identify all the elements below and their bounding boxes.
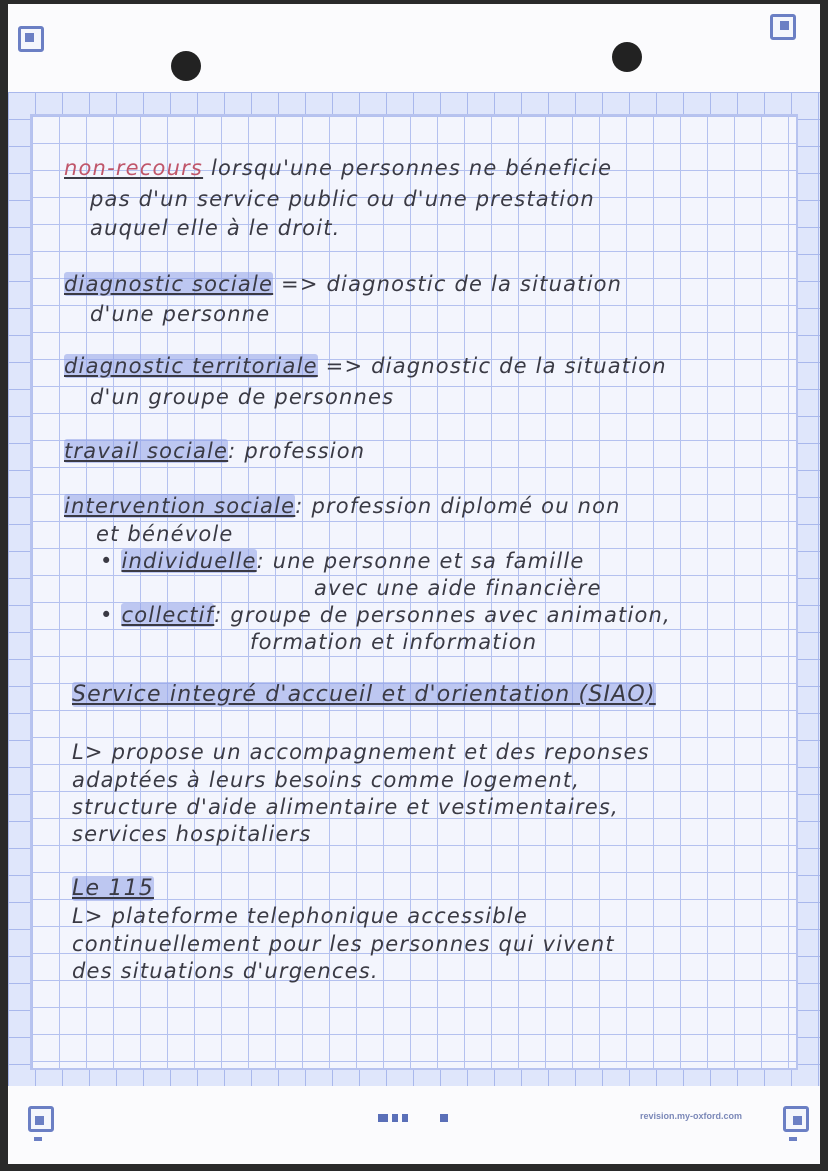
- bullet-icon: •: [100, 603, 114, 627]
- term-individuelle: individuelle: [121, 549, 257, 573]
- text-line: structure d'aide alimentaire et vestimentaires,: [72, 795, 619, 819]
- watermark-text: revision.my-oxford.com: [640, 1111, 743, 1121]
- term-non-recours: non-recours: [64, 156, 204, 180]
- text-line: des situations d'urgences.: [72, 959, 379, 983]
- text-line: services hospitaliers: [72, 822, 312, 846]
- text-line: adaptées à leurs besoins comme logement,: [72, 768, 581, 792]
- text-line: et bénévole: [96, 522, 234, 546]
- punch-hole-right: [612, 42, 642, 72]
- term-collectif: collectif: [121, 603, 215, 627]
- corner-marker-bottom-left: [28, 1106, 54, 1132]
- text-line: d'un groupe de personnes: [90, 385, 395, 409]
- text-line: d'une personne: [90, 302, 271, 326]
- definition-diagnostic-territoriale: diagnostic territoriale => diagnostic de la situation: [64, 354, 667, 378]
- corner-marker-top-right: [770, 14, 796, 40]
- definition-travail-sociale: travail sociale: profession: [64, 439, 366, 463]
- corner-marker-top-left: [18, 26, 44, 52]
- notebook-page: [8, 4, 820, 1164]
- page-mark: [440, 1114, 448, 1122]
- definition-non-recours: non-recours lorsqu'une personnes ne béneficie: [64, 156, 613, 180]
- dash-mark: [789, 1137, 797, 1141]
- bullet-individuelle: • individuelle: une personne et sa famille: [100, 549, 585, 573]
- term-travail-sociale: travail sociale: [64, 439, 229, 463]
- term-intervention-sociale: intervention sociale: [64, 494, 296, 518]
- heading-le-115: Le 115: [72, 876, 154, 901]
- bullet-icon: •: [100, 549, 114, 573]
- page-mark: [392, 1114, 398, 1122]
- text-line: L> propose un accompagnement et des reponses: [72, 740, 650, 764]
- definition-intervention-sociale: intervention sociale: profession diplomé ou non: [64, 494, 621, 518]
- definition-diagnostic-sociale: diagnostic sociale => diagnostic de la situation: [64, 272, 623, 296]
- text-line: formation et information: [250, 630, 538, 654]
- text-line: avec une aide financière: [314, 576, 602, 600]
- corner-marker-bottom-right: [783, 1106, 809, 1132]
- term-diagnostic-sociale: diagnostic sociale: [64, 272, 274, 296]
- term-diagnostic-territoriale: diagnostic territoriale: [64, 354, 318, 378]
- heading-siao: Service integré d'accueil et d'orientation (SIAO): [72, 682, 656, 707]
- bullet-collectif: • collectif: groupe de personnes avec animation,: [100, 603, 671, 627]
- page-mark: [378, 1114, 388, 1122]
- text-line: pas d'un service public ou d'une prestation: [90, 187, 595, 211]
- text-line: auquel elle à le droit.: [90, 216, 341, 240]
- text-line: continuellement pour les personnes qui vivent: [72, 932, 615, 956]
- page-mark: [402, 1114, 408, 1122]
- text-line: L> plateforme telephonique accessible: [72, 904, 528, 928]
- dash-mark: [34, 1137, 42, 1141]
- punch-hole-left: [171, 51, 201, 81]
